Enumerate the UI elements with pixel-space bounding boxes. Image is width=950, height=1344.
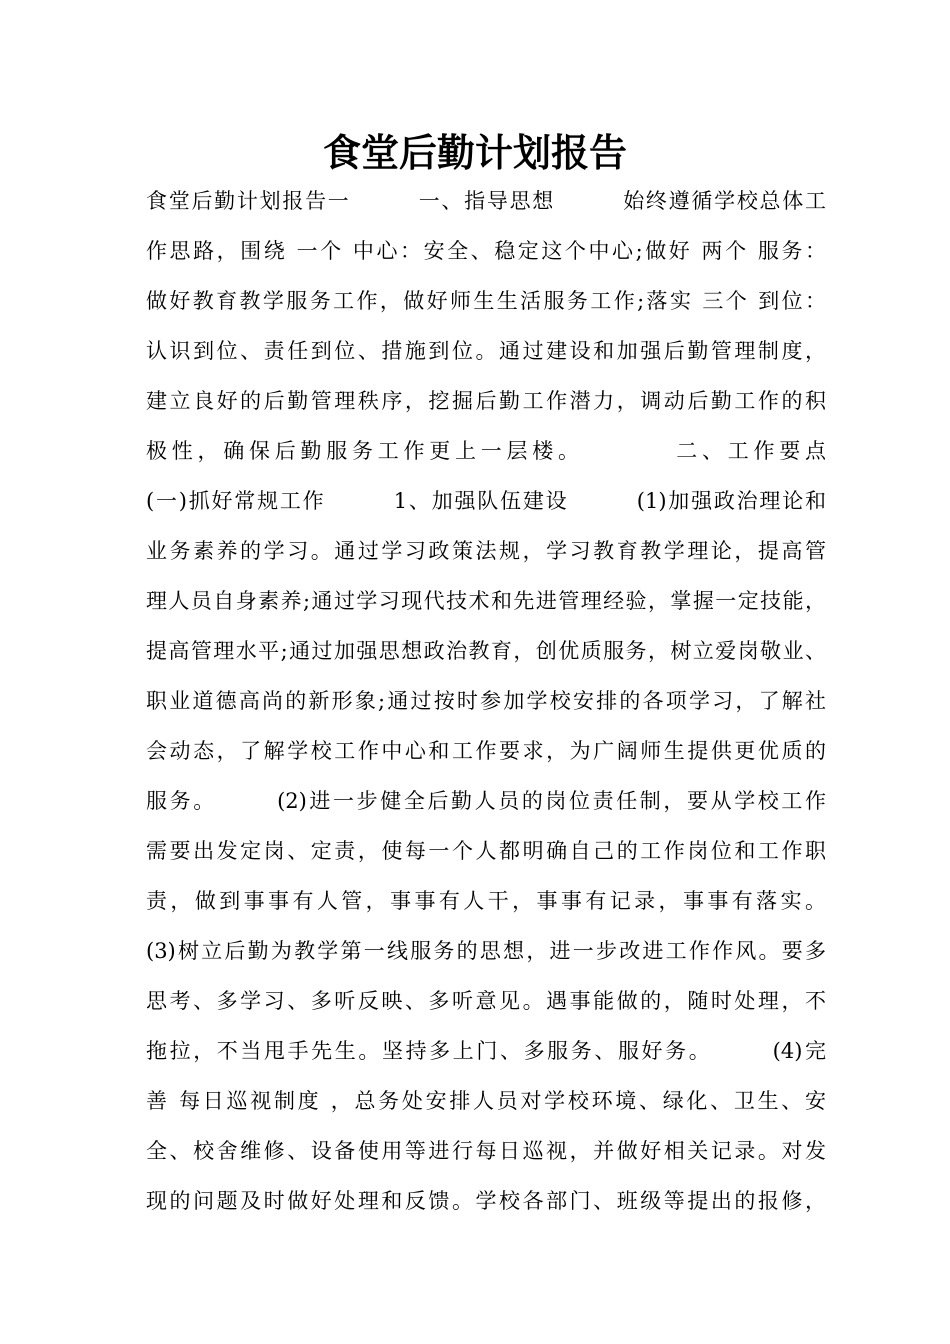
body-line: 食堂后勤计划报告一 一、指导思想 始终遵循学校总体工	[146, 189, 826, 213]
body-line: 认识到位、责任到位、措施到位。通过建设和加强后勤管理制度，	[146, 339, 826, 363]
body-line: 做好教育教学服务工作，做好师生生活服务工作;落实 三个 到位：	[146, 289, 826, 313]
body-line: (3)树立后勤为教学第一线服务的思想，进一步改进工作作风。要多	[146, 939, 826, 963]
body-line: 全、校舍维修、设备使用等进行每日巡视，并做好相关记录。对发	[146, 1139, 826, 1163]
body-line: 拖拉，不当甩手先生。坚持多上门、多服务、服好务。 (4)完	[146, 1039, 826, 1063]
body-line: 善 每日巡视制度 ，总务处安排人员对学校环境、绿化、卫生、安	[146, 1089, 826, 1113]
document-title: 食堂后勤计划报告	[322, 131, 627, 175]
body-line: 会动态，了解学校工作中心和工作要求，为广阔师生提供更优质的	[146, 739, 826, 763]
body-line: 理人员自身素养;通过学习现代技术和先进管理经验，掌握一定技能，	[146, 589, 826, 613]
body-line: 作思路，围绕 一个 中心：安全、稳定这个中心;做好 两个 服务：	[146, 239, 826, 263]
body-line: 建立良好的后勤管理秩序，挖掘后勤工作潜力，调动后勤工作的积	[146, 389, 826, 413]
body-line: 思考、多学习、多听反映、多听意见。遇事能做的，随时处理，不	[146, 989, 826, 1013]
body-line: 职业道德高尚的新形象;通过按时参加学校安排的各项学习，了解社	[146, 689, 826, 713]
document-body	[146, 176, 826, 1226]
body-line: 服务。 (2)进一步健全后勤人员的岗位责任制，要从学校工作	[146, 789, 826, 813]
body-line: 极性，确保后勤服务工作更上一层楼。 二、工作要点	[146, 439, 826, 463]
body-line: (一)抓好常规工作 1、加强队伍建设 (1)加强政治理论和	[146, 489, 826, 513]
body-line: 现的问题及时做好处理和反馈。学校各部门、班级等提出的报修，	[146, 1189, 826, 1213]
body-line: 业务素养的学习。通过学习政策法规，学习教育教学理论，提高管	[146, 539, 826, 563]
body-line: 提高管理水平;通过加强思想政治教育，创优质服务，树立爱岗敬业、	[146, 639, 826, 663]
body-line: 需要出发定岗、定责，使每一个人都明确自己的工作岗位和工作职	[146, 839, 826, 863]
body-line: 责，做到事事有人管，事事有人干，事事有记录，事事有落实。	[146, 889, 826, 913]
